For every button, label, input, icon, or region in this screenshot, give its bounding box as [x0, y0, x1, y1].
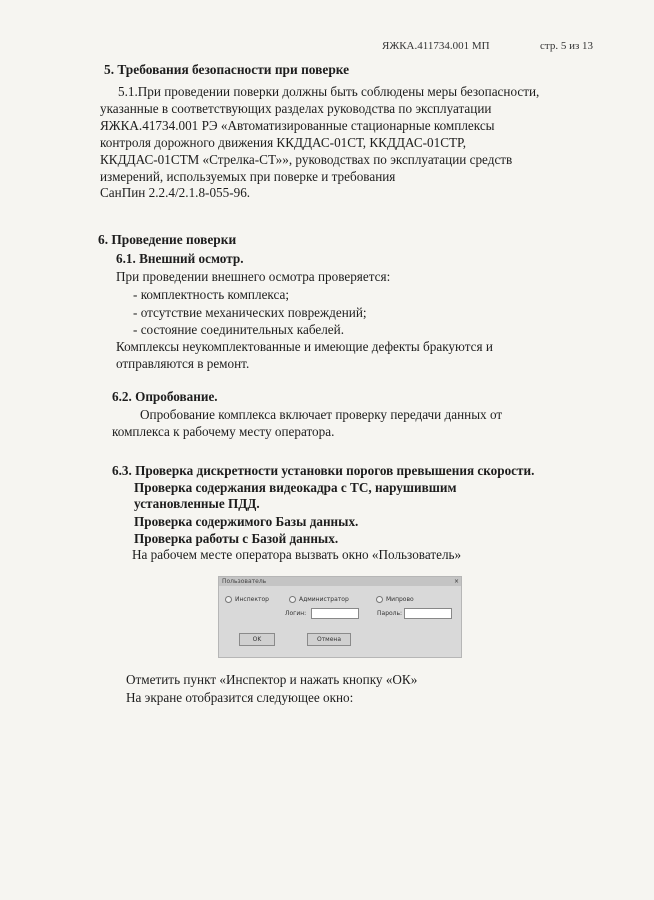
section-6-3-title: 6.3. Проверка дискретности установки порогов превышения скорости.: [112, 463, 535, 478]
section-6-2-title: 6.2. Опробование.: [112, 389, 218, 404]
paragraph-line: При проведении внешнего осмотра проверяется:: [116, 269, 391, 284]
radio-circle: [289, 596, 296, 603]
paragraph-line: 5.1.При проведении поверки должны быть соблюдены меры безопасности,: [118, 84, 540, 99]
list-item: - состояние соединительных кабелей.: [133, 322, 345, 337]
list-item: - комплектность комплекса;: [133, 287, 290, 302]
password-label: Пароль:: [377, 610, 403, 617]
radio-label: Инспектор: [235, 596, 269, 603]
paragraph-line: отправляются в ремонт.: [116, 356, 250, 371]
close-icon[interactable]: ×: [453, 578, 459, 585]
radio-third-option[interactable]: [376, 596, 414, 603]
dialog-title: Пользователь: [219, 577, 461, 586]
paragraph-line: На рабочем месте оператора вызвать окно «Пользователь»: [132, 547, 462, 562]
bold-line: Проверка содержимого Базы данных.: [134, 514, 359, 529]
paragraph-line: комплекса к рабочему месту оператора.: [112, 424, 335, 439]
ok-button[interactable]: OK: [239, 633, 275, 646]
section-5-title: 5. Требования безопасности при поверке: [104, 62, 350, 77]
paragraph-line: СанПин 2.2.4/2.1.8-055-96.: [100, 185, 251, 200]
section-6-1-title: 6.1. Внешний осмотр.: [116, 251, 244, 266]
radio-label: Мипрово: [386, 596, 414, 603]
login-label: Логин:: [285, 610, 307, 617]
paragraph-line: ККДДАС-01СТМ «Стрелка-СТ»», руководствах по эксплуатации средств: [100, 152, 513, 167]
login-field[interactable]: [311, 608, 359, 619]
radio-inspector[interactable]: [225, 596, 269, 603]
paragraph-line: Отметить пункт «Инспектор и нажать кнопку «ОК»: [126, 672, 418, 687]
bold-line: Проверка работы с Базой данных.: [134, 531, 339, 546]
paragraph-line: контроля дорожного движения ККДДАС-01СТ, ККДДАС-01СТР,: [100, 135, 467, 150]
paragraph-line: Комплексы неукомплектованные и имеющие дефекты бракуются и: [116, 339, 493, 354]
paragraph-line: указанные в соответствующих разделах руководства по эксплуатации: [100, 101, 492, 116]
paragraph-line: Опробование комплекса включает проверку передачи данных от: [140, 407, 503, 422]
paragraph-line: измерений, используемых при поверке и требования: [100, 169, 396, 184]
bold-line: установленные ПДД.: [134, 496, 260, 511]
list-item: - отсутствие механических повреждений;: [133, 305, 367, 320]
paragraph-line: ЯЖКА.41734.001 РЭ «Автоматизированные стационарные комплексы: [100, 118, 495, 133]
section-6-title: 6. Проведение поверки: [98, 232, 237, 247]
bold-line: Проверка содержания видеокадра с ТС, нарушившим: [134, 480, 457, 495]
paragraph-line: На экране отобразится следующее окно:: [126, 690, 354, 705]
page-number: стр. 5 из 13: [540, 40, 594, 52]
radio-circle: [376, 596, 383, 603]
user-dialog-screenshot: [218, 576, 462, 658]
cancel-button[interactable]: Отмена: [307, 633, 351, 646]
radio-label: Администратор: [299, 596, 349, 603]
radio-circle: [225, 596, 232, 603]
password-field[interactable]: [404, 608, 452, 619]
radio-administrator[interactable]: [289, 596, 349, 603]
doc-code: ЯЖКА.411734.001 МП: [382, 40, 490, 52]
